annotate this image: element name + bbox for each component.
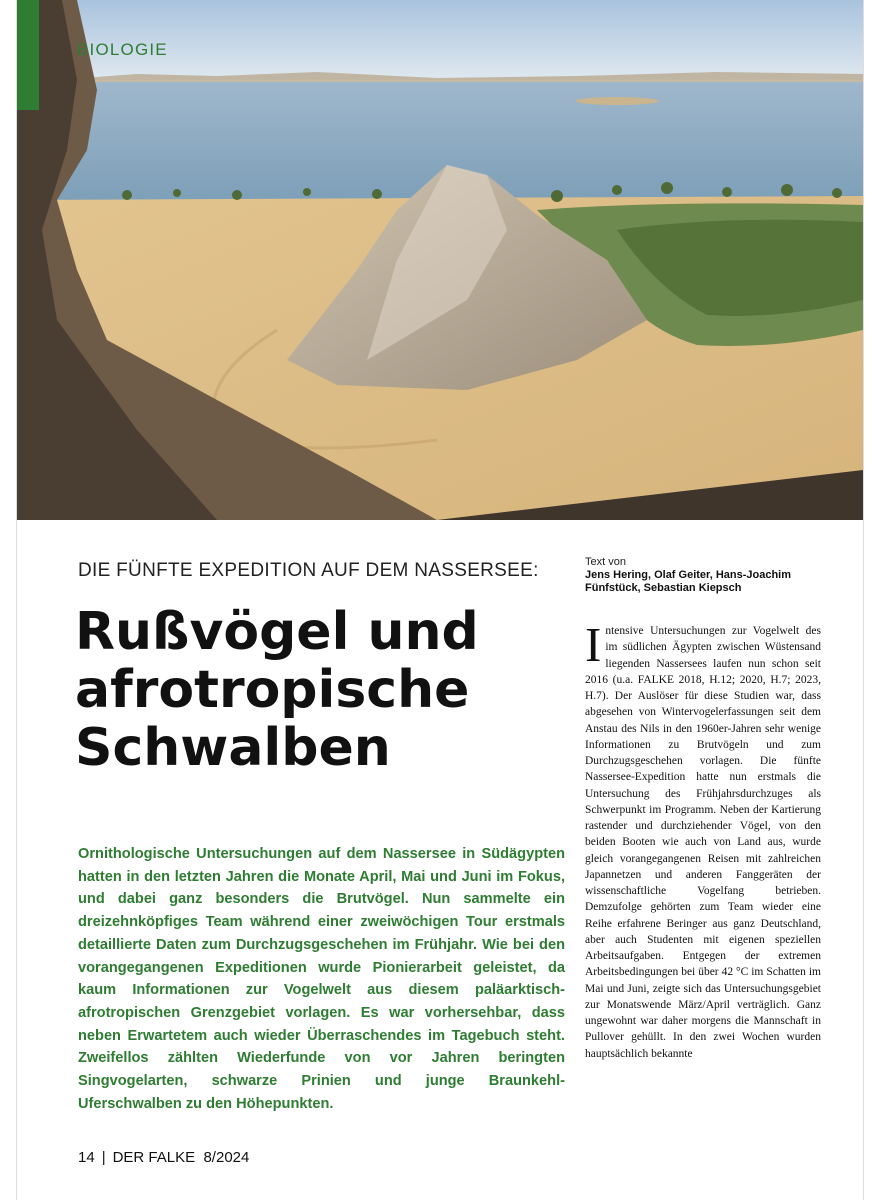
byline [585, 556, 825, 595]
footer-separator: | [101, 1149, 106, 1166]
title-line: Rußvögel und [75, 602, 479, 662]
section-label: BIOLOGIE [77, 40, 168, 59]
section-accent-bar [17, 0, 39, 110]
drop-cap: I [585, 617, 602, 672]
byline-label: Text von [585, 556, 626, 568]
article-title [75, 603, 555, 777]
byline-authors: Jens Hering, Olaf Geiter, Hans-Joachim Fünfstück, Sebastian Kiepsch [585, 569, 792, 594]
article-lead: Ornithologische Untersuchungen auf dem Nassersee in Südägypten hatten in den letzten Jahren die Monate April, Mai und Juni im Fokus, und dabei ganz besonders die Brutvögel. Nun sammelte ein dreizehnköpfiges Team während einer zweiwöchigen Tour erstmals detaillierte Daten zum Durchzugsgeschehen im Frühjahr. Wie bei den vorangegangenen Expeditionen wurde Pionierarbeit geleistet, da kaum Informationen zur Vogelwelt aus diesem paläarktisch-afrotropischen Grenzgebiet vorlagen. Es war vorhersehbar, dass neben Erwartetem auch wieder Überraschendes im Tagebuch steht. Zweifellos zählten Wiederfunde von vor Jahren beringten Singvogelarten, schwarze Prinien und junge Braunkehl-Uferschwalben zu den Höhepunkten. [78, 846, 565, 1112]
magazine-name: DER FALKE [112, 1149, 196, 1166]
page-number: 14 [78, 1149, 95, 1166]
title-line: afrotropische [75, 660, 470, 720]
issue-number: 8/2024 [203, 1149, 250, 1166]
article-kicker: DIE FÜNFTE EXPEDITION AUF DEM NASSERSEE: [78, 560, 539, 581]
article-body [585, 617, 821, 1062]
title-line: Schwalben [75, 718, 391, 778]
hero-photo [17, 0, 863, 520]
body-paragraph: ntensive Untersuchungen zur Vogelwelt des im südlichen Ägypten zwischen Wüstensand liegenden Nassersees laufen nun schon seit 2016 (u.a. FALKE 2018, H.12; 2020, H.7; 2023, H.7). Der Auslöser für diese Studien war, dass abgesehen von Wintervogelerfassungen seit dem Anstau des Nils in den 1960er-Jahren sehr wenige Informationen zu Brutvögeln und zum Durchzugsgeschehen vorlagen. Die fünfte Nassersee-Expedition hatte nun erstmals die Untersuchung des Frühjahrsdurchzuges als Schwerpunkt im Programm. Neben der Kartierung rastender und durchziehender Vögel, von den beiden Booten wie auch von Land aus, wurde gleich vorangegangenen Reisen mit zahlreichen Japannetzen und anderen Fanggeräten der wissenschaftliche Vogelfang betrieben. Demzufolge gehörten zum Team wieder eine Reihe erfahrene Beringer aus ganz Deutschland, aber auch Studenten mit eigenen speziellen Arbeitsaufgaben. Entgegen der extremen Arbeitsbedingungen bei über 42 °C im Schatten im Mai und Juni, zeigte sich das Untersuchungsgebiet zur Monatswende März/April verträglich. Ganz ungewohnt war daher morgens die Mannschaft in Pullover gehüllt. In den zwei Wochen wurden hauptsächlich bekannte [585, 625, 821, 1060]
page-footer [78, 1149, 249, 1166]
